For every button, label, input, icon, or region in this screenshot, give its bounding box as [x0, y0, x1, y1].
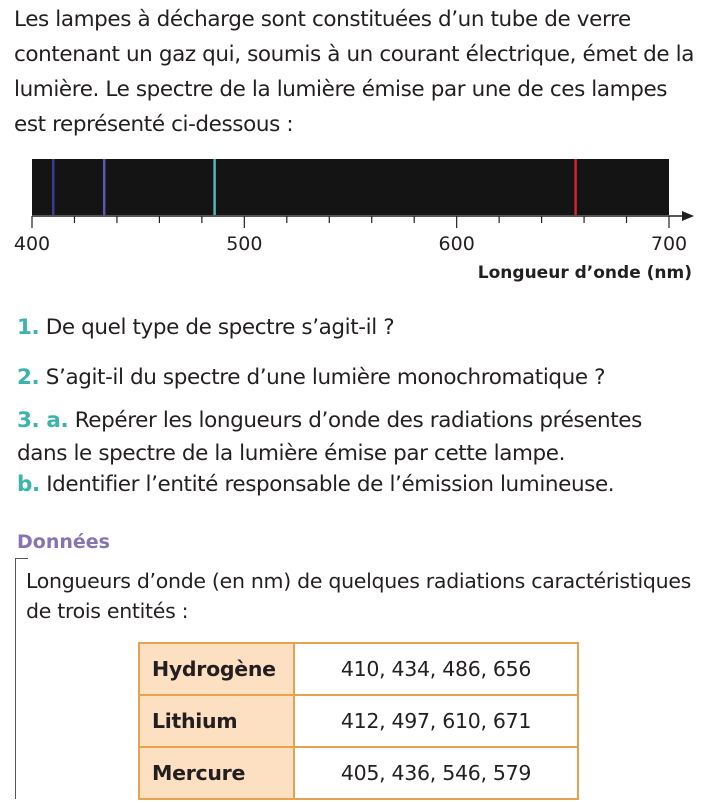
question-1-number: 1.: [17, 315, 40, 340]
question-2-number: 2.: [17, 365, 40, 390]
question-1-text: De quel type de spectre s’agit-il ?: [39, 315, 395, 340]
wavelength-table: [138, 642, 579, 800]
entity-name: Lithium: [139, 695, 294, 747]
tick-label: 600: [438, 233, 475, 255]
table-row: [139, 695, 578, 747]
axis-arrow: [682, 211, 694, 221]
question-3b-number: b.: [17, 472, 40, 497]
spectrum-band: [32, 159, 669, 215]
emission-spectrum: [0, 150, 706, 285]
entity-name: Hydrogène: [139, 643, 294, 695]
question-2: [17, 365, 605, 390]
intro-paragraph: Les lampes à décharge sont constituées d’un tube de verre contenant un gaz qui, soumis à un courant électrique, émet de la lumière. Le spectre de la lumière émise par une de ces lampes est représenté ci-dessous :: [14, 7, 695, 137]
question-3a-text: Repérer les longueurs d’onde des radiations présentes dans le spectre de la lumière émise par cette lampe.: [17, 408, 642, 466]
question-3b-text: Identifier l’entité responsable de l’émission lumineuse.: [39, 472, 615, 497]
entity-wavelengths: 410, 434, 486, 656: [294, 643, 578, 695]
question-3a-number: 3. a.: [17, 408, 69, 433]
donnees-text: Longueurs d’onde (en nm) de quelques radiations caractéristiques de trois entités :: [26, 569, 692, 623]
axis-label: Longueur d’onde (nm): [477, 263, 692, 283]
table-row: [139, 643, 578, 695]
entity-wavelengths: 405, 436, 546, 579: [294, 747, 578, 799]
question-3b: [17, 472, 614, 497]
table-row: [139, 747, 578, 799]
donnees-heading: Données: [17, 531, 110, 553]
tick-label: 700: [650, 233, 688, 255]
entity-wavelengths: 412, 497, 610, 671: [294, 695, 578, 747]
entity-name: Mercure: [139, 747, 294, 799]
question-3a: [17, 404, 697, 470]
tick-label: 400: [13, 233, 51, 255]
question-1: [17, 315, 394, 340]
question-2-text: S’agit-il du spectre d’une lumière monochromatique ?: [39, 365, 606, 390]
tick-label: 500: [226, 233, 263, 255]
